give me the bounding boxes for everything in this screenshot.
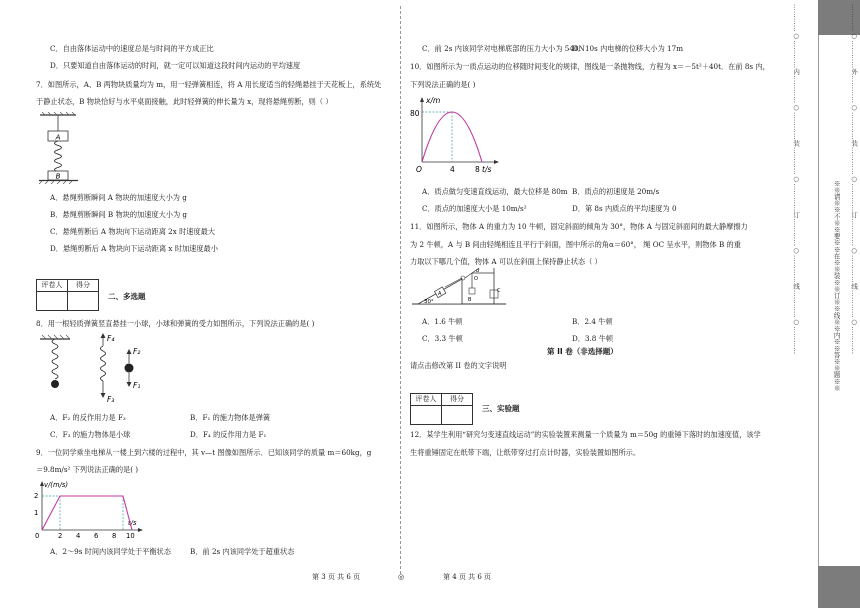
q9-stem-line2: ＝9.8m/s² 下列说法正确的是( ) (36, 465, 139, 474)
q10-origin: O (416, 165, 422, 174)
q8-option-b: B．F₁ 的施力物体是弹簧 (190, 413, 271, 422)
binding-warning: ※※请※※不※※要※※在※※装※※订※※线※※内※※答※※题※※ (832, 180, 841, 392)
q9-option-b: B．前 2s 内该同学处于超重状态 (190, 547, 295, 556)
q10-y-axis-label: x/m (426, 96, 441, 105)
q10-y-tick-80: 80 (410, 109, 420, 118)
q11-option-b: B．2.4 牛顿 (572, 317, 613, 326)
section-title-experiment: 三、实验题 (482, 404, 520, 413)
inner-binding-line: …………○…………内…………○…………装…………○…………订…………○…………线…………○………… (792, 4, 801, 355)
q8-label-f1: F₁ (133, 381, 141, 390)
q9-y-tick-1: 1 (34, 509, 39, 517)
q11-block-b-label: B (468, 297, 472, 303)
q7-block-b-label: B (55, 172, 61, 181)
q8-option-c: C．F₃ 的施力物体是小球 (50, 430, 131, 439)
q9-x-tick-10: 10 (126, 532, 135, 540)
volume-2-instruction: 请点击修改第 II 卷的文字说明 (410, 361, 507, 370)
q9-origin: 0 (35, 532, 40, 540)
q7-option-a: A．悬绳剪断瞬间 A 物块的加速度大小为 g (50, 193, 187, 202)
q11-stem-line2: 为 2 牛顿，A 与 B 间由轻绳相连且平行于斜面，图中所示的角α＝60°， 绳 OC 呈水平，则物体 B 的重 (410, 240, 741, 249)
q11-stem-line1: 11．如图所示，物体 A 的重力为 10 牛顿，固定斜面的倾角为 30°，物体 A 与固定斜面间的最大静摩擦力 (410, 222, 748, 231)
q7-option-c: C．悬绳剪断后 A 物块向下运动距离 2x 时速度最大 (50, 227, 216, 236)
q11-point-c-label: C (497, 288, 501, 294)
page-divider (400, 6, 401, 574)
q10-x-axis-label: t/s (482, 165, 492, 174)
q11-block-a-label: A (438, 291, 442, 297)
q7-option-d: D．悬绳剪断后 A 物块向下运动距离 x 时加速度最小 (50, 244, 218, 253)
score-header-score: 得分 (442, 394, 473, 406)
q11-point-o-label: O (474, 276, 478, 282)
q7-option-b: B．悬绳剪断瞬间 B 物块的加速度大小为 g (50, 210, 188, 219)
q9-x-tick-8: 8 (112, 532, 117, 540)
q11-alpha-label: α (476, 268, 480, 274)
q12-stem-line1: 12．某学生利用“研究匀变速直线运动”的实验装置来测量一个质量为 m＝50g 的重锤下落时的加速度值，该学 (410, 430, 761, 439)
score-cell[interactable] (442, 406, 473, 425)
q9-option-c: C．前 2s 内该同学对电梯底部的压力大小为 540N (422, 44, 585, 53)
score-header-grader: 评卷人 (411, 394, 442, 406)
page-number-right: 第 4 页 共 6 页 (443, 573, 492, 581)
q11-incline-figure (410, 268, 510, 308)
q9-option-d: D．10s 内电梯的位移大小为 17m (572, 44, 684, 53)
section-title-multiple-choice: 二、多选题 (108, 292, 146, 301)
q6-option-c: C．自由落体运动中的速度总是与时间的平方成正比 (50, 44, 214, 53)
q9-x-tick-2: 2 (58, 532, 63, 540)
q9-x-axis-label: t/s (128, 519, 137, 527)
q9-option-a: A．2～9s 时间内该同学处于平衡状态 (50, 547, 171, 556)
q7-stem-line1: 7．如图所示，A、B 两物块质量均为 m，用一轻弹簧相连，将 A 用长度适当的轻绳悬挂于天花板上，系统处 (36, 80, 382, 89)
q10-x-tick-4: 4 (450, 165, 455, 174)
q8-label-f4: F₄ (107, 334, 115, 343)
q12-stem-line2: 生将重锤固定在纸带下端，让纸带穿过打点计时器，实验装置如图所示。 (410, 448, 641, 457)
footer-separator: ◎ (398, 573, 405, 581)
q6-option-d: D．只要知道自由落体运动的时间，就一定可以知道这段时间内运动的平均速度 (50, 61, 301, 70)
q10-x-tick-8: 8 (475, 165, 480, 174)
q10-xt-graph (408, 94, 503, 176)
score-header-grader: 评卷人 (37, 280, 68, 292)
score-cell[interactable] (68, 292, 99, 311)
q11-option-c: C．3.3 牛顿 (422, 334, 463, 343)
q7-block-a-label: A (55, 133, 61, 142)
q8-stem: 8．用一根轻质弹簧竖直悬挂一小球，小球和弹簧的受力如图所示，下列说法正确的是( ) (36, 319, 315, 328)
q9-y-axis-label: v/(m/s) (44, 481, 69, 489)
q9-stem-line1: 9．一位同学乘坐电梯从一楼上到六楼的过程中，其 v—t 图像如图所示．已知该同学的质量 m＝60kg，g (36, 448, 372, 457)
outer-binding-line: …………○…………外…………○…………装…………○…………订…………○…………线…………○………… (850, 4, 859, 355)
q11-stem-line3: 力取以下哪几个值，物体 A 可以在斜面上保持静止状态（ ） (410, 257, 602, 266)
q8-label-f2: F₂ (133, 347, 141, 356)
q10-stem-line1: 10．如图所示为一质点运动的位移随时间变化的规律，图线是一条抛物线，方程为 x＝－5t²＋40t．在前 8s 内， (410, 62, 770, 71)
q10-stem-line2: 下列说法正确的是( ) (410, 80, 476, 89)
q8-option-a: A．F₂ 的反作用力是 F₃ (50, 413, 126, 422)
q10-option-a: A．质点做匀变速直线运动，最大位移是 80m (422, 187, 568, 196)
q9-y-tick-2: 2 (34, 492, 39, 500)
q8-option-d: D．F₄ 的反作用力是 F₁ (190, 430, 267, 439)
q7-stem-line2: 于静止状态，B 物块恰好与水平桌面接触，此时轻弹簧的伸长量为 x，现将悬绳剪断，则（ ） (36, 97, 333, 106)
page-number-left: 第 3 页 共 6 页 (312, 573, 361, 581)
q11-option-d: D．3.8 牛顿 (572, 334, 614, 343)
q8-label-f3: F₃ (107, 395, 115, 404)
grader-cell[interactable] (411, 406, 442, 425)
score-header-score: 得分 (68, 280, 99, 292)
q9-x-tick-4: 4 (76, 532, 81, 540)
q7-spring-figure (36, 112, 81, 184)
q8-force-figure (38, 333, 168, 405)
score-table-section2 (36, 279, 99, 311)
q9-vt-graph (30, 478, 145, 540)
q11-angle-label: 30° (424, 299, 434, 305)
q9-x-tick-6: 6 (94, 532, 99, 540)
q10-option-d: D．第 8s 内质点的平均速度为 0 (572, 204, 677, 213)
q10-option-b: B．质点的初速度是 20m/s (572, 187, 660, 196)
score-table-section3 (410, 393, 473, 425)
grader-cell[interactable] (37, 292, 68, 311)
q10-option-c: C．质点的加速度大小是 10m/s² (422, 204, 527, 213)
volume-2-title: 第 II 卷（非选择题） (547, 347, 618, 356)
q11-option-a: A．1.6 牛顿 (422, 317, 463, 326)
